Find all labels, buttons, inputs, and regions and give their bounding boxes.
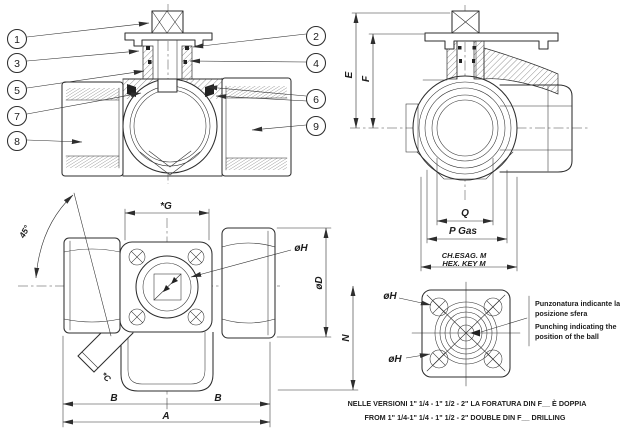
dim-label-e: E [344, 71, 355, 79]
stem-seal-upper-right [185, 46, 189, 50]
dim-label-c: *C [99, 370, 113, 384]
punch-note-it-line1: Punzonatura indicante la [535, 299, 620, 308]
dim-label-a: A [162, 411, 170, 422]
dim-label-q: Q [461, 208, 469, 219]
flange-punch-view [383, 282, 620, 386]
callout-3: 3 [14, 57, 20, 70]
dim-label-d: øD [314, 276, 325, 290]
callout-8: 8 [14, 135, 20, 148]
callout-1: 1 [14, 33, 20, 46]
dim-label-pgas: P Gas [449, 226, 477, 237]
footer-notes [348, 399, 587, 422]
punch-note-it-line2: posizione sfera [535, 309, 588, 318]
hex-key-label-en: HEX. KEY M [442, 259, 486, 268]
plan-view [18, 218, 280, 397]
punch-note-en-line2: position of the ball [535, 332, 599, 341]
angle-label-45: 45° [16, 223, 32, 240]
callout-5: 5 [14, 84, 20, 97]
dim-label-h-plan: øH [294, 243, 308, 254]
stem-seal-lower-left [148, 60, 152, 64]
callout-4: 4 [313, 57, 319, 70]
valve-stem [152, 11, 183, 33]
punch-mark-arrow [470, 330, 480, 337]
dim-label-n: N [341, 334, 352, 342]
dim-label-b-right: B [214, 393, 222, 404]
punch-note-en-line1: Punching indicating the [535, 322, 617, 331]
stem-seal-upper-left [146, 46, 150, 50]
footer-note-it: NELLE VERSIONI 1" 1/4 - 1" 1/2 - 2" LA FORATURA DIN F__ È DOPPIA [347, 399, 587, 408]
front-section-view [62, 4, 291, 184]
callout-7: 7 [14, 110, 20, 123]
dim-label-f: F [361, 75, 372, 83]
dim-label-h-flange-bottom: øH [388, 354, 402, 365]
dim-label-h-flange-top: øH [383, 291, 397, 302]
callout-9: 9 [313, 120, 319, 133]
hex-key-label-it: CH.ESAG. M [441, 251, 487, 260]
stem-seal-lower-right [184, 60, 188, 64]
dim-label-b-left: B [110, 393, 118, 404]
footer-note-en: FROM 1" 1/4-1" 1/4 - 1" 1/2 - 2" DOUBLE DIN F__ DRILLING [364, 413, 566, 422]
dim-label-g: *G [160, 201, 172, 212]
callout-2: 2 [313, 30, 319, 43]
callout-6: 6 [313, 93, 319, 106]
side-section-view [350, 5, 588, 203]
